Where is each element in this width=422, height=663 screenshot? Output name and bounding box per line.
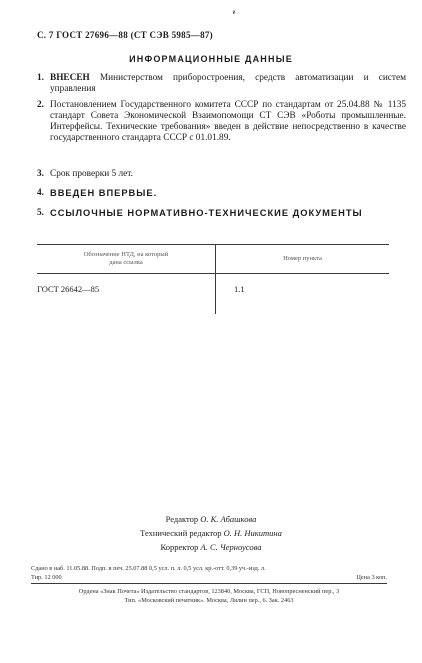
handwritten-mark: 𝓇 (232, 6, 236, 16)
item-number: 1. (37, 73, 44, 83)
imprint-rule (31, 583, 387, 584)
item-text: Постановлением Государственного комитета СССР по стандартам от 25.04.88 № 1135 стандарт Совета Экономической Взаимопомощи СТ СЭВ «Роботы промышленные. Интерфейсы. Технические требования» введен в действие непосредственно в качестве государственного стандарта СССР с 01.01.89. (50, 100, 406, 143)
item-text (50, 73, 406, 95)
item-number: 5. (37, 208, 44, 218)
imprint-line-1: Сдано в наб. 11.05.88. Подп. в печ. 25.07.88 0,5 усл. п. л. 0,5 усл. кр.-отт. 0,39 уч.-изд. л. (31, 565, 266, 572)
item-number: 2. (37, 100, 44, 110)
item-text: Срок проверки 5 лет. (50, 169, 133, 179)
table-cell-clause: 1.1 (234, 284, 245, 294)
table-header-rule (37, 273, 389, 274)
credits-block (0, 512, 422, 554)
item-number: 4. (37, 188, 44, 198)
table-header-doc: Обозначение НТД, на который дана ссылка (83, 251, 169, 266)
credit-tech-editor: Технический редактор О. Н. Никитина (140, 528, 282, 538)
credit-editor: Редактор О. К. Абашкова (165, 514, 257, 524)
running-head: С. 7 ГОСТ 27696—88 (СТ СЭВ 5985—87) (37, 30, 213, 40)
publisher-line: Ордена «Знак Почета» Издательство стандартов, 123840, Москва, ГСП, Новопресненский пер., 3 (78, 588, 340, 595)
reference-table (37, 244, 389, 314)
section-title: ИНФОРМАЦИОННЫЕ ДАННЫЕ (129, 54, 293, 64)
table-header-clause: Номер пункта (283, 255, 322, 262)
info-item-4 (37, 188, 407, 200)
info-item-5 (37, 208, 407, 232)
item-text: ССЫЛОЧНЫЕ НОРМАТИВНО-ТЕХНИЧЕСКИЕ ДОКУМЕНТЫ (50, 208, 363, 218)
info-item-2 (37, 100, 407, 146)
item-lead: ВНЕСЕН (50, 73, 90, 83)
table-top-rule (37, 244, 389, 245)
imprint-block (31, 564, 387, 582)
credit-proofreader: Корректор А. С. Черноусова (160, 542, 262, 552)
item-text: ВВЕДЕН ВПЕРВЫЕ. (50, 188, 158, 198)
table-cell-doc: ГОСТ 26642—85 (37, 284, 100, 294)
printer-line: Тип. «Московский печатник». Москва, Лялин пер., 6. Зак. 2463 (124, 597, 294, 604)
item-rest: Министерством приборостроения, средств автоматизации и систем управления (50, 73, 406, 94)
info-item-3 (37, 169, 407, 181)
info-item-1 (37, 73, 407, 97)
imprint-line-2: Тир. 12 000 Цена 3 коп. (31, 574, 387, 581)
item-number: 3. (37, 169, 44, 179)
publisher-block (31, 587, 387, 605)
